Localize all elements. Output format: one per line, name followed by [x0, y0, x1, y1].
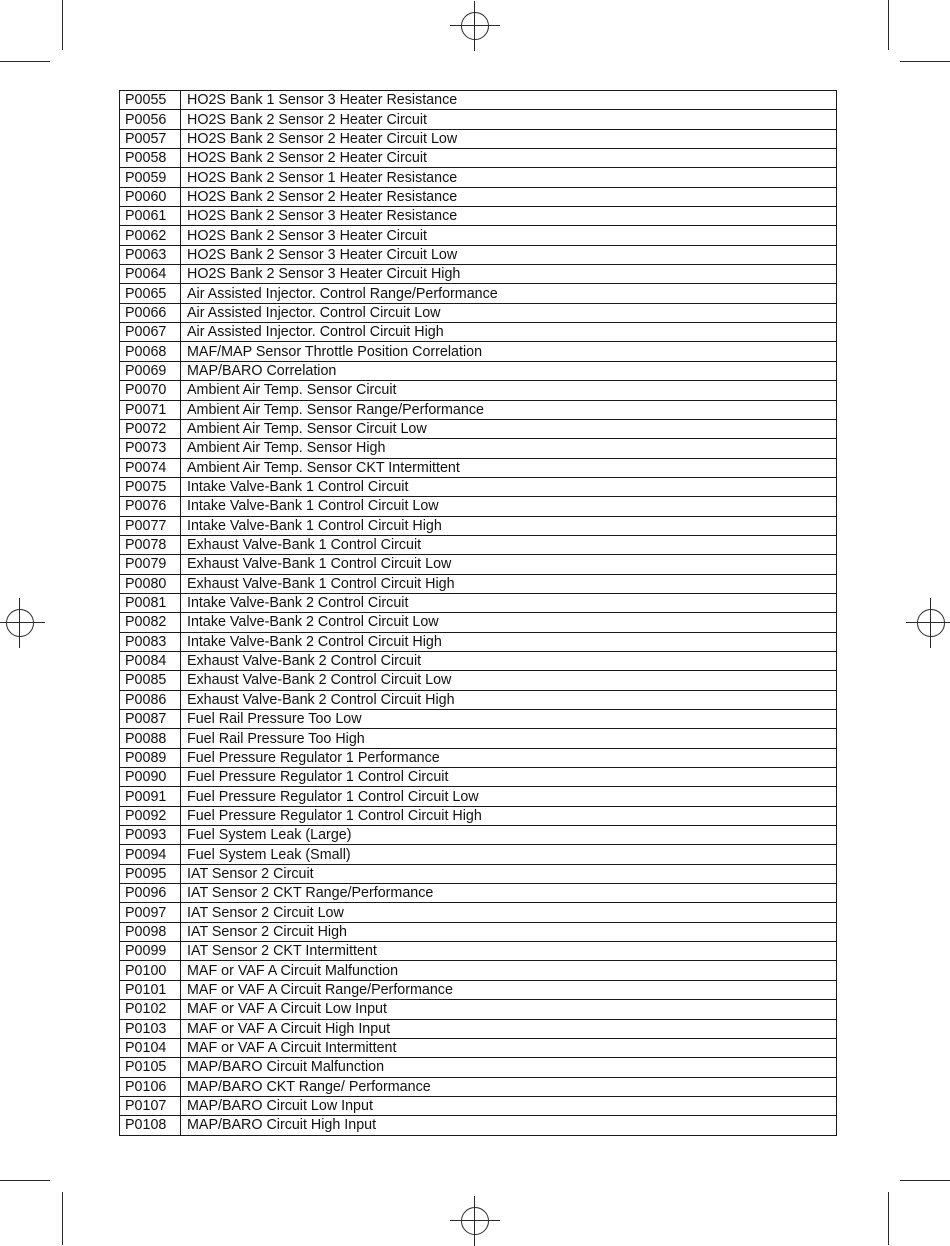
- dtc-description-cell: HO2S Bank 2 Sensor 2 Heater Circuit: [181, 149, 837, 168]
- dtc-code-cell: P0086: [120, 690, 181, 709]
- dtc-description-cell: HO2S Bank 2 Sensor 3 Heater Circuit Low: [181, 245, 837, 264]
- dtc-code-cell: P0073: [120, 439, 181, 458]
- table-row: [120, 419, 837, 438]
- table-row: [120, 903, 837, 922]
- table-row: [120, 439, 837, 458]
- table-row: [120, 1096, 837, 1115]
- dtc-code-cell: P0094: [120, 845, 181, 864]
- dtc-code-cell: P0084: [120, 651, 181, 670]
- dtc-code-cell: P0072: [120, 419, 181, 438]
- table-row: [120, 864, 837, 883]
- dtc-description-cell: Air Assisted Injector. Control Circuit Low: [181, 303, 837, 322]
- table-row: [120, 826, 837, 845]
- table-row: [120, 284, 837, 303]
- dtc-description-cell: HO2S Bank 2 Sensor 3 Heater Resistance: [181, 207, 837, 226]
- dtc-code-cell: P0077: [120, 516, 181, 535]
- dtc-code-cell: P0097: [120, 903, 181, 922]
- crop-mark-top-right-h: [900, 61, 950, 62]
- table-row: [120, 400, 837, 419]
- dtc-description-cell: Air Assisted Injector. Control Circuit High: [181, 323, 837, 342]
- crop-mark-bottom-right-v: [888, 1192, 889, 1245]
- table-row: [120, 303, 837, 322]
- dtc-code-cell: P0064: [120, 265, 181, 284]
- dtc-code-cell: P0093: [120, 826, 181, 845]
- table-row: [120, 110, 837, 129]
- dtc-code-cell: P0095: [120, 864, 181, 883]
- table-row: [120, 884, 837, 903]
- dtc-code-table: [119, 90, 837, 1136]
- dtc-code-cell: P0106: [120, 1077, 181, 1096]
- dtc-description-cell: IAT Sensor 2 Circuit: [181, 864, 837, 883]
- crop-mark-bottom-left-v: [62, 1192, 63, 1245]
- dtc-code-cell: P0103: [120, 1019, 181, 1038]
- dtc-code-cell: P0060: [120, 187, 181, 206]
- dtc-code-cell: P0059: [120, 168, 181, 187]
- dtc-description-cell: Exhaust Valve-Bank 2 Control Circuit High: [181, 690, 837, 709]
- table-row: [120, 980, 837, 999]
- dtc-description-cell: Fuel System Leak (Large): [181, 826, 837, 845]
- dtc-description-cell: Ambient Air Temp. Sensor High: [181, 439, 837, 458]
- table-row: [120, 497, 837, 516]
- dtc-description-cell: Ambient Air Temp. Sensor Circuit: [181, 381, 837, 400]
- dtc-description-cell: MAF or VAF A Circuit Intermittent: [181, 1038, 837, 1057]
- dtc-code-cell: P0063: [120, 245, 181, 264]
- table-row: [120, 710, 837, 729]
- dtc-code-cell: P0102: [120, 1000, 181, 1019]
- table-row: [120, 149, 837, 168]
- dtc-description-cell: IAT Sensor 2 CKT Intermittent: [181, 942, 837, 961]
- dtc-code-cell: P0066: [120, 303, 181, 322]
- dtc-description-cell: Fuel Rail Pressure Too High: [181, 729, 837, 748]
- dtc-code-cell: P0083: [120, 632, 181, 651]
- dtc-description-cell: Ambient Air Temp. Sensor Range/Performance: [181, 400, 837, 419]
- dtc-code-cell: P0104: [120, 1038, 181, 1057]
- table-row: [120, 922, 837, 941]
- dtc-code-cell: P0080: [120, 574, 181, 593]
- dtc-description-cell: Intake Valve-Bank 2 Control Circuit: [181, 593, 837, 612]
- dtc-description-cell: Exhaust Valve-Bank 2 Control Circuit Low: [181, 671, 837, 690]
- dtc-description-cell: HO2S Bank 2 Sensor 2 Heater Circuit Low: [181, 129, 837, 148]
- dtc-code-cell: P0065: [120, 284, 181, 303]
- table-row: [120, 91, 837, 110]
- table-row: [120, 555, 837, 574]
- table-row: [120, 1038, 837, 1057]
- crop-mark-bottom-right-h: [900, 1180, 950, 1181]
- crop-mark-top-right-v: [888, 0, 889, 50]
- table-row: [120, 226, 837, 245]
- table-row: [120, 787, 837, 806]
- dtc-description-cell: MAP/BARO CKT Range/ Performance: [181, 1077, 837, 1096]
- dtc-code-cell: P0078: [120, 535, 181, 554]
- table-row: [120, 942, 837, 961]
- table-row: [120, 342, 837, 361]
- dtc-description-cell: Ambient Air Temp. Sensor Circuit Low: [181, 419, 837, 438]
- dtc-code-cell: P0096: [120, 884, 181, 903]
- table-row: [120, 323, 837, 342]
- crop-mark-top-left-h: [0, 61, 50, 62]
- dtc-code-cell: P0108: [120, 1116, 181, 1135]
- dtc-description-cell: IAT Sensor 2 CKT Range/Performance: [181, 884, 837, 903]
- dtc-code-cell: P0098: [120, 922, 181, 941]
- table-row: [120, 265, 837, 284]
- dtc-code-cell: P0100: [120, 961, 181, 980]
- table-row: [120, 207, 837, 226]
- dtc-description-cell: MAP/BARO Circuit Malfunction: [181, 1058, 837, 1077]
- table-row: [120, 574, 837, 593]
- table-row: [120, 613, 837, 632]
- dtc-description-cell: Fuel Pressure Regulator 1 Performance: [181, 748, 837, 767]
- table-row: [120, 729, 837, 748]
- registration-target-right: [917, 609, 945, 637]
- table-row: [120, 1058, 837, 1077]
- dtc-description-cell: HO2S Bank 2 Sensor 2 Heater Resistance: [181, 187, 837, 206]
- crop-mark-top-left-v: [62, 0, 63, 50]
- dtc-code-cell: P0099: [120, 942, 181, 961]
- table-row: [120, 961, 837, 980]
- dtc-code-cell: P0107: [120, 1096, 181, 1115]
- table-row: [120, 806, 837, 825]
- dtc-code-cell: P0062: [120, 226, 181, 245]
- table-row: [120, 1000, 837, 1019]
- dtc-description-cell: Exhaust Valve-Bank 1 Control Circuit Low: [181, 555, 837, 574]
- registration-target-bottom: [461, 1207, 489, 1235]
- dtc-description-cell: MAP/BARO Circuit High Input: [181, 1116, 837, 1135]
- table-row: [120, 1116, 837, 1135]
- dtc-description-cell: Intake Valve-Bank 1 Control Circuit High: [181, 516, 837, 535]
- registration-target-left: [6, 609, 34, 637]
- dtc-description-cell: HO2S Bank 2 Sensor 3 Heater Circuit High: [181, 265, 837, 284]
- table-row: [120, 748, 837, 767]
- dtc-description-cell: MAF or VAF A Circuit Range/Performance: [181, 980, 837, 999]
- dtc-code-cell: P0101: [120, 980, 181, 999]
- dtc-code-cell: P0092: [120, 806, 181, 825]
- dtc-code-cell: P0076: [120, 497, 181, 516]
- dtc-description-cell: HO2S Bank 1 Sensor 3 Heater Resistance: [181, 91, 837, 110]
- table-row: [120, 245, 837, 264]
- dtc-description-cell: MAF or VAF A Circuit High Input: [181, 1019, 837, 1038]
- dtc-description-cell: MAP/BARO Correlation: [181, 361, 837, 380]
- table-row: [120, 516, 837, 535]
- dtc-description-cell: Air Assisted Injector. Control Range/Performance: [181, 284, 837, 303]
- table-row: [120, 768, 837, 787]
- dtc-description-cell: Intake Valve-Bank 1 Control Circuit Low: [181, 497, 837, 516]
- dtc-code-cell: P0074: [120, 458, 181, 477]
- dtc-table-body: [120, 91, 837, 1136]
- table-row: [120, 671, 837, 690]
- dtc-description-cell: Fuel System Leak (Small): [181, 845, 837, 864]
- dtc-description-cell: Fuel Pressure Regulator 1 Control Circuit Low: [181, 787, 837, 806]
- dtc-code-cell: P0071: [120, 400, 181, 419]
- dtc-code-cell: P0089: [120, 748, 181, 767]
- dtc-code-cell: P0085: [120, 671, 181, 690]
- dtc-description-cell: Fuel Rail Pressure Too Low: [181, 710, 837, 729]
- dtc-description-cell: Ambient Air Temp. Sensor CKT Intermittent: [181, 458, 837, 477]
- dtc-code-cell: P0079: [120, 555, 181, 574]
- dtc-code-cell: P0075: [120, 477, 181, 496]
- dtc-description-cell: MAF/MAP Sensor Throttle Position Correlation: [181, 342, 837, 361]
- crop-mark-bottom-left-h: [0, 1180, 50, 1181]
- dtc-description-cell: HO2S Bank 2 Sensor 1 Heater Resistance: [181, 168, 837, 187]
- dtc-description-cell: Intake Valve-Bank 2 Control Circuit Low: [181, 613, 837, 632]
- table-row: [120, 458, 837, 477]
- dtc-code-cell: P0068: [120, 342, 181, 361]
- table-row: [120, 651, 837, 670]
- table-row: [120, 593, 837, 612]
- dtc-code-cell: P0081: [120, 593, 181, 612]
- dtc-code-cell: P0055: [120, 91, 181, 110]
- dtc-description-cell: HO2S Bank 2 Sensor 3 Heater Circuit: [181, 226, 837, 245]
- dtc-description-cell: Exhaust Valve-Bank 1 Control Circuit High: [181, 574, 837, 593]
- dtc-code-cell: P0082: [120, 613, 181, 632]
- dtc-code-cell: P0061: [120, 207, 181, 226]
- dtc-code-cell: P0105: [120, 1058, 181, 1077]
- table-row: [120, 381, 837, 400]
- table-row: [120, 129, 837, 148]
- table-row: [120, 632, 837, 651]
- dtc-description-cell: IAT Sensor 2 Circuit High: [181, 922, 837, 941]
- dtc-description-cell: Intake Valve-Bank 1 Control Circuit: [181, 477, 837, 496]
- dtc-description-cell: IAT Sensor 2 Circuit Low: [181, 903, 837, 922]
- dtc-code-cell: P0070: [120, 381, 181, 400]
- dtc-description-cell: Exhaust Valve-Bank 2 Control Circuit: [181, 651, 837, 670]
- table-row: [120, 1077, 837, 1096]
- dtc-description-cell: Exhaust Valve-Bank 1 Control Circuit: [181, 535, 837, 554]
- dtc-code-cell: P0057: [120, 129, 181, 148]
- dtc-code-cell: P0058: [120, 149, 181, 168]
- dtc-code-cell: P0087: [120, 710, 181, 729]
- table-row: [120, 690, 837, 709]
- table-row: [120, 1019, 837, 1038]
- dtc-code-cell: P0056: [120, 110, 181, 129]
- table-row: [120, 168, 837, 187]
- dtc-description-cell: Intake Valve-Bank 2 Control Circuit High: [181, 632, 837, 651]
- dtc-description-cell: Fuel Pressure Regulator 1 Control Circuit: [181, 768, 837, 787]
- dtc-description-cell: MAP/BARO Circuit Low Input: [181, 1096, 837, 1115]
- dtc-code-cell: P0090: [120, 768, 181, 787]
- dtc-code-cell: P0091: [120, 787, 181, 806]
- table-row: [120, 187, 837, 206]
- table-row: [120, 361, 837, 380]
- table-row: [120, 477, 837, 496]
- dtc-code-cell: P0067: [120, 323, 181, 342]
- dtc-code-cell: P0088: [120, 729, 181, 748]
- dtc-description-cell: MAF or VAF A Circuit Low Input: [181, 1000, 837, 1019]
- table-row: [120, 845, 837, 864]
- dtc-description-cell: MAF or VAF A Circuit Malfunction: [181, 961, 837, 980]
- dtc-description-cell: HO2S Bank 2 Sensor 2 Heater Circuit: [181, 110, 837, 129]
- dtc-code-cell: P0069: [120, 361, 181, 380]
- dtc-description-cell: Fuel Pressure Regulator 1 Control Circuit High: [181, 806, 837, 825]
- table-row: [120, 535, 837, 554]
- registration-target-top: [461, 12, 489, 40]
